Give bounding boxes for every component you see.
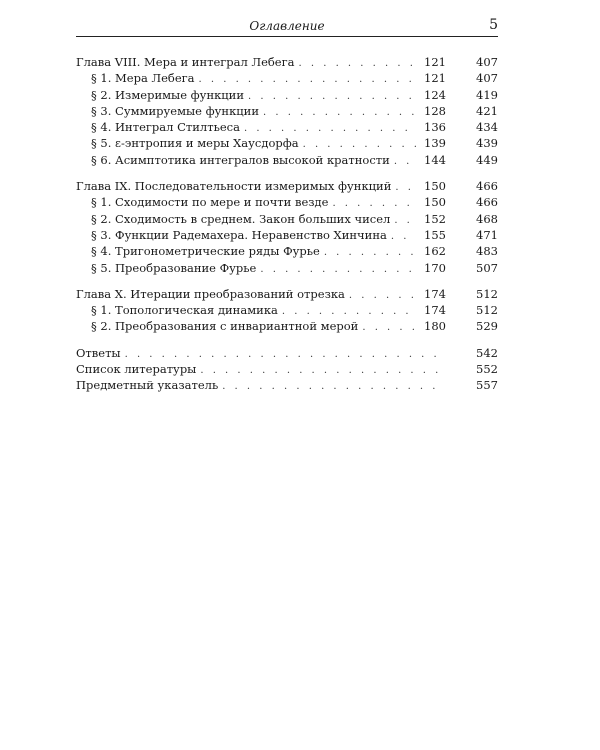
page-ref-2: 483 — [476, 244, 498, 259]
toc-chapter-10[interactable] — [76, 287, 498, 303]
toc-answers[interactable] — [76, 346, 498, 362]
toc-section[interactable] — [76, 153, 498, 169]
toc-label: Глава VIII. Мера и интеграл Лебега — [76, 55, 295, 69]
page-ref-2: 466 — [476, 179, 498, 194]
page-ref-1: 124 — [424, 87, 446, 102]
page-ref-2: 512 — [476, 303, 498, 318]
page-ref: 557 — [476, 378, 498, 393]
page-ref-1: 162 — [424, 244, 446, 259]
leader-dots — [303, 139, 416, 150]
leader-dots — [332, 198, 416, 209]
page-number: 5 — [489, 17, 498, 33]
page-ref-1: 128 — [424, 103, 446, 118]
page-ref-2: 419 — [476, 87, 498, 102]
toc-label: § 3. Суммируемые функции — [91, 103, 259, 118]
toc-label: § 4. Интеграл Стилтьеса — [91, 120, 240, 135]
leader-dots — [222, 381, 442, 392]
page-ref-1: 139 — [424, 136, 446, 151]
toc-chapter-9[interactable] — [76, 179, 498, 195]
leader-dots — [362, 322, 416, 333]
toc-label: § 3. Функции Радемахера. Неравенство Хинчина — [91, 227, 387, 242]
leader-dots — [324, 247, 416, 258]
leader-dots — [349, 290, 416, 301]
page-ref-1: 150 — [424, 195, 446, 210]
toc-section[interactable] — [76, 88, 498, 104]
page-ref-1: 170 — [424, 260, 446, 275]
toc-label: Предметный указатель — [76, 378, 219, 393]
toc-section[interactable] — [76, 212, 498, 228]
page-ref-1: 152 — [424, 211, 446, 226]
toc-label: Список литературы — [76, 362, 197, 377]
leader-dots — [394, 156, 416, 167]
toc-label: § 4. Тригонометрические ряды Фурье — [91, 244, 320, 259]
toc-label: § 2. Преобразования с инвариантной мерой — [91, 319, 359, 334]
spacer — [76, 336, 498, 346]
leader-dots — [248, 91, 416, 102]
leader-dots — [200, 365, 442, 376]
toc-subject-index[interactable] — [76, 378, 498, 394]
leader-dots — [395, 182, 416, 193]
page-ref: 542 — [476, 345, 498, 360]
toc-section[interactable] — [76, 244, 498, 260]
toc-section[interactable] — [76, 195, 498, 211]
page-ref-2: 407 — [476, 71, 498, 86]
page-ref-1: 174 — [424, 286, 446, 301]
page-ref-2: 529 — [476, 319, 498, 334]
toc-section[interactable] — [76, 228, 498, 244]
toc-label: Ответы — [76, 345, 121, 360]
leader-dots — [199, 74, 417, 85]
page-ref: 552 — [476, 362, 498, 377]
toc-section[interactable] — [76, 303, 498, 319]
leader-dots — [391, 231, 416, 242]
page-ref-2: 421 — [476, 103, 498, 118]
page-ref-2: 434 — [476, 120, 498, 135]
page-ref-1: 144 — [424, 152, 446, 167]
toc-label: § 6. Асимптотика интегралов высокой кратности — [91, 152, 390, 167]
toc-section[interactable] — [76, 104, 498, 120]
spacer — [76, 277, 498, 287]
toc-section[interactable] — [76, 261, 498, 277]
page-ref-2: 507 — [476, 260, 498, 275]
header-title: Оглавление — [249, 19, 325, 33]
leader-dots — [260, 264, 416, 275]
toc-label: § 1. Сходимости по мере и почти везде — [91, 195, 329, 210]
page-ref-2: 439 — [476, 136, 498, 151]
page-header — [76, 18, 498, 37]
toc-label: § 1. Мера Лебега — [91, 71, 195, 86]
page-ref-2: 471 — [476, 227, 498, 242]
leader-dots — [263, 107, 416, 118]
page-ref-2: 468 — [476, 211, 498, 226]
toc-section[interactable] — [76, 120, 498, 136]
toc-label: Глава IX. Последовательности измеримых функций — [76, 179, 392, 194]
toc-section[interactable] — [76, 319, 498, 335]
page-ref-2: 449 — [476, 152, 498, 167]
page-ref-2: 407 — [476, 55, 498, 69]
page-ref-1: 174 — [424, 303, 446, 318]
leader-dots — [125, 349, 442, 360]
toc-label: § 5. Преобразование Фурье — [91, 260, 257, 275]
leader-dots — [244, 123, 416, 134]
page-ref-1: 121 — [424, 71, 446, 86]
leader-dots — [299, 58, 417, 69]
page-ref-1: 136 — [424, 120, 446, 135]
toc-label: § 1. Топологическая динамика — [91, 303, 278, 318]
page-ref-1: 150 — [424, 179, 446, 194]
toc-label: § 2. Сходимость в среднем. Закон больших чисел — [91, 211, 391, 226]
leader-dots — [282, 306, 416, 317]
toc-chapter-8[interactable] — [76, 55, 498, 71]
toc-section[interactable] — [76, 71, 498, 87]
toc-bibliography[interactable] — [76, 362, 498, 378]
page-ref-1: 121 — [424, 55, 446, 69]
page-ref-1: 155 — [424, 227, 446, 242]
spacer — [76, 169, 498, 179]
page-ref-1: 180 — [424, 319, 446, 334]
page-ref-2: 512 — [476, 286, 498, 301]
toc-label: Глава X. Итерации преобразований отрезка — [76, 286, 345, 301]
leader-dots — [394, 215, 416, 226]
page-ref-2: 466 — [476, 195, 498, 210]
toc-label: § 5. ε-энтропия и меры Хаусдорфа — [91, 136, 299, 151]
table-of-contents — [76, 55, 498, 395]
toc-section[interactable] — [76, 136, 498, 152]
toc-label: § 2. Измеримые функции — [91, 87, 245, 102]
